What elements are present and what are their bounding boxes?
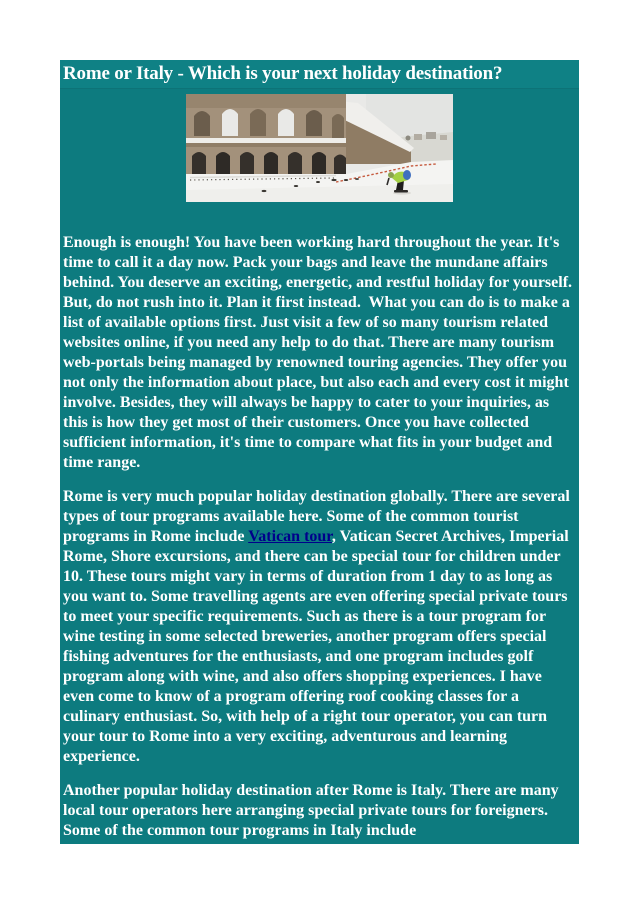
paragraph: Another popular holiday destination after Rome is Italy. There are many local tour operators here arranging special private tours for foreigners. Some of the common tour programs in Italy include xyxy=(63,782,563,839)
article-image xyxy=(186,94,453,202)
article-panel xyxy=(60,60,579,844)
distant-building xyxy=(440,135,447,140)
colosseum-in-snow-photo xyxy=(186,94,453,202)
distant-tree xyxy=(406,136,411,141)
paragraph: Rome is very much popular holiday destination globally. There are several types of tour programs available here. Some of the common tourist programs in Rome include Vatican tour, Vatican Secret Archives, Imperial Rome, Shore excursions, and there can be special tour for children under 10. These tours might vary in terms of duration from 1 day to as long as you want to. Some travelling agents are even offering special private tours to meet your specific requirements. Such as there is a tour program for wine testing in some selected breweries, another program offers special fishing adventures for the enthusiasts, and one program includes golf program along with wine, and also offers shopping experiences. I have even come to know of a program offering roof cooking classes for a culinary enthusiast. So, with help of a right tour operator, you can turn your tour to Rome into a very exciting, adventurous and learning experience. xyxy=(63,488,574,765)
distant-building xyxy=(426,132,436,139)
snow-ledge xyxy=(186,138,346,143)
ledge-shadow xyxy=(186,143,346,147)
article-title: Rome or Italy - Which is your next holiday destination? xyxy=(60,60,579,89)
article-body xyxy=(60,233,579,841)
facade-upper-band xyxy=(186,94,346,108)
distant-building xyxy=(414,134,422,140)
paragraph: Enough is enough! You have been working hard throughout the year. It's time to call it a day now. Pack your bags and leave the mundane affairs behind. You deserve an exciting, energetic, and restful holiday for yourself. But, do not rush into it. Plan it first instead. What you can do is to make a list of available options first. Just visit a few of so many tourism related websites online, if you need any help to do that. There are many tourism web-portals being managed by renowned touring agencies. They offer you not only the information about place, but also each and every cost it might involve. Besides, they will always be happy to cater to your inquiries, as this is how they get most of their customers. Once you have collected sufficient information, it's time to compare what fits in your budget and time range. xyxy=(63,234,577,471)
vatican-tour-link[interactable]: Vatican tour xyxy=(248,528,332,545)
